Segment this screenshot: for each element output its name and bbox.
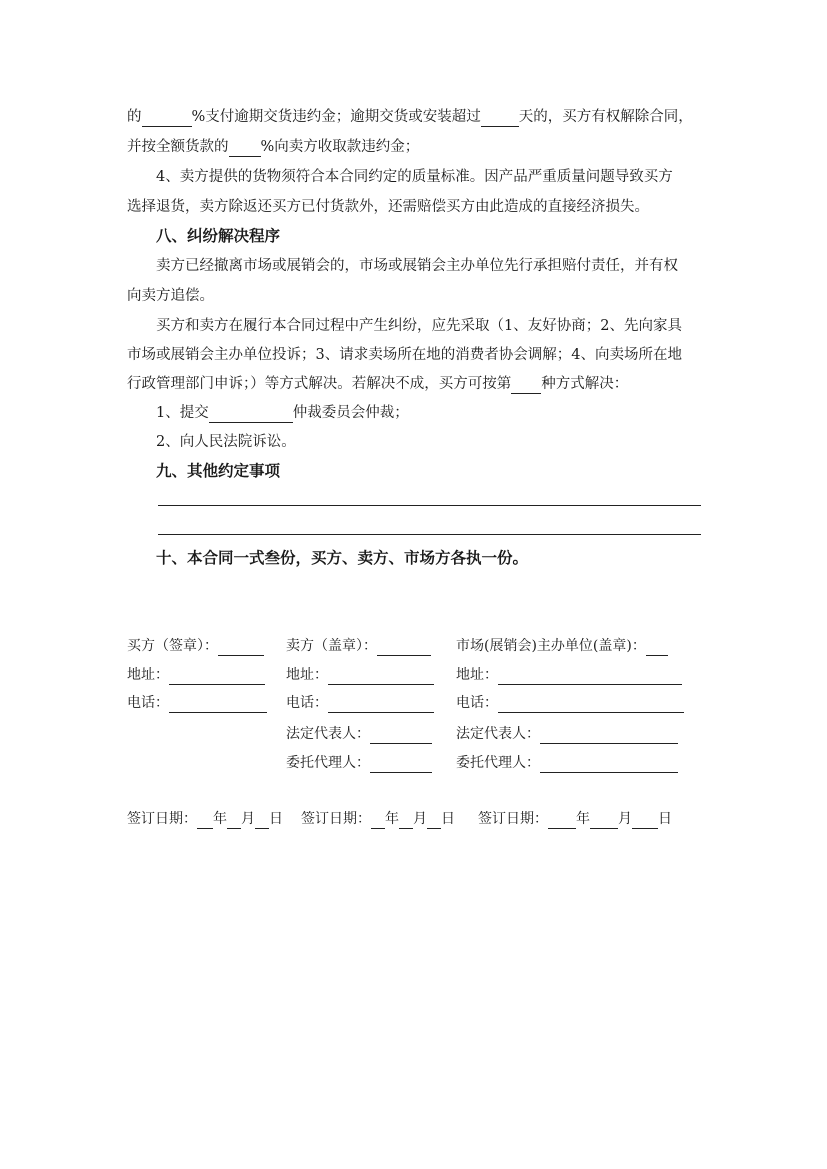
blank-field[interactable] [370, 727, 432, 744]
seller-address [286, 665, 434, 685]
text: 卖方（盖章）： [286, 638, 377, 654]
text: %向卖方收取款违约金； [260, 139, 420, 155]
blank-field[interactable] [371, 812, 385, 829]
buyer-phone [127, 693, 267, 713]
blank-field[interactable] [229, 140, 261, 157]
market-phone [456, 693, 684, 713]
market-address [456, 665, 682, 685]
seller-sign-date [301, 809, 455, 829]
text: 日 [441, 811, 455, 827]
seller-legal-rep [286, 724, 432, 744]
text: 并按全额货款的 [127, 139, 229, 155]
text: 日 [658, 811, 672, 827]
blank-field[interactable] [169, 668, 265, 685]
penalty-line-1 [127, 107, 693, 127]
section-10-heading: 十、本合同一式叁份，买方、卖方、市场方各执一份。 [156, 548, 529, 567]
s8-p2-line-2: 市场或展销会主办单位投诉；3、请求卖场所在地的消费者协会调解；4、向卖场所在地 [127, 347, 682, 363]
text: 法定代表人： [286, 726, 370, 742]
blank-field[interactable] [646, 639, 668, 656]
blank-field[interactable] [142, 110, 192, 127]
blank-field[interactable] [328, 668, 434, 685]
blank-field[interactable] [632, 812, 658, 829]
blank-field[interactable] [370, 756, 432, 773]
blank-field[interactable] [498, 696, 684, 713]
text: 月 [618, 811, 632, 827]
blank-field[interactable] [590, 812, 618, 829]
text: 地址： [456, 667, 498, 683]
text: 年 [213, 811, 227, 827]
text: 电话： [286, 695, 328, 711]
buyer-sign [127, 636, 264, 656]
text: 买方（签章）： [127, 638, 218, 654]
blank-field[interactable] [481, 110, 519, 127]
text: 法定代表人： [456, 726, 540, 742]
text: 委托代理人： [456, 755, 540, 771]
buyer-address [127, 665, 265, 685]
text: 的 [127, 109, 142, 125]
item4-line-2: 选择退货，卖方除返还买方已付货款外，还需赔偿买方由此造成的直接经济损失。 [127, 199, 649, 215]
text: 仲裁委员会仲裁； [292, 405, 409, 421]
text: 月 [241, 811, 255, 827]
market-sign [456, 636, 668, 656]
text: 年 [576, 811, 590, 827]
market-agent [456, 753, 678, 773]
text: 电话： [127, 695, 169, 711]
blank-field[interactable] [255, 812, 269, 829]
s8-p1-line-2: 向卖方追偿。 [127, 288, 214, 304]
text: 地址： [286, 667, 328, 683]
blank-field[interactable] [218, 639, 264, 656]
seller-agent [286, 753, 432, 773]
text: 种方式解决： [541, 376, 629, 392]
blank-field[interactable] [328, 696, 434, 713]
blank-field[interactable] [227, 812, 241, 829]
s8-p2-line-3 [127, 374, 628, 394]
text: 1、提交 [156, 405, 209, 421]
section-8-heading: 八、纠纷解决程序 [156, 226, 281, 245]
other-terms-line-2[interactable] [158, 534, 701, 535]
text: 签订日期： [127, 811, 197, 827]
seller-sign [286, 636, 431, 656]
text: %支付逾期交货违约金；逾期交货或安装超过 [191, 109, 481, 125]
blank-field[interactable] [540, 727, 678, 744]
option-2: 2、向人民法院诉讼。 [156, 434, 296, 450]
text: 签订日期： [301, 811, 371, 827]
text: 月 [413, 811, 427, 827]
penalty-line-2 [127, 137, 419, 157]
blank-field[interactable] [209, 406, 293, 423]
blank-field[interactable] [197, 812, 213, 829]
blank-field[interactable] [540, 756, 678, 773]
blank-field[interactable] [169, 696, 267, 713]
text: 委托代理人： [286, 755, 370, 771]
blank-field[interactable] [377, 639, 431, 656]
text: 电话： [456, 695, 498, 711]
text: 年 [385, 811, 399, 827]
item4-line-1: 4、卖方提供的货物须符合本合同约定的质量标准。因产品严重质量问题导致买方 [156, 169, 673, 185]
option-1 [156, 403, 409, 423]
text: 签订日期： [478, 811, 548, 827]
section-9-heading: 九、其他约定事项 [156, 461, 281, 480]
blank-field[interactable] [427, 812, 441, 829]
text: 日 [269, 811, 283, 827]
blank-field[interactable] [511, 377, 541, 394]
market-legal-rep [456, 724, 678, 744]
text: 市场(展销会)主办单位(盖章)： [456, 638, 646, 654]
text: 行政管理部门申诉；）等方式解决。若解决不成，买方可按第 [127, 376, 512, 392]
text: 地址： [127, 667, 169, 683]
seller-phone [286, 693, 434, 713]
blank-field[interactable] [399, 812, 413, 829]
blank-field[interactable] [548, 812, 576, 829]
s8-p1-line-1: 卖方已经撤离市场或展销会的，市场或展销会主办单位先行承担赔付责任，并有权 [156, 258, 678, 274]
s8-p2-line-1: 买方和卖方在履行本合同过程中产生纠纷，应先采取（1、友好协商；2、先向家具 [156, 318, 682, 334]
blank-field[interactable] [498, 668, 682, 685]
text: 天的，买方有权解除合同， [518, 109, 693, 125]
buyer-sign-date [127, 809, 283, 829]
market-sign-date [478, 809, 672, 829]
other-terms-line-1[interactable] [158, 505, 701, 506]
